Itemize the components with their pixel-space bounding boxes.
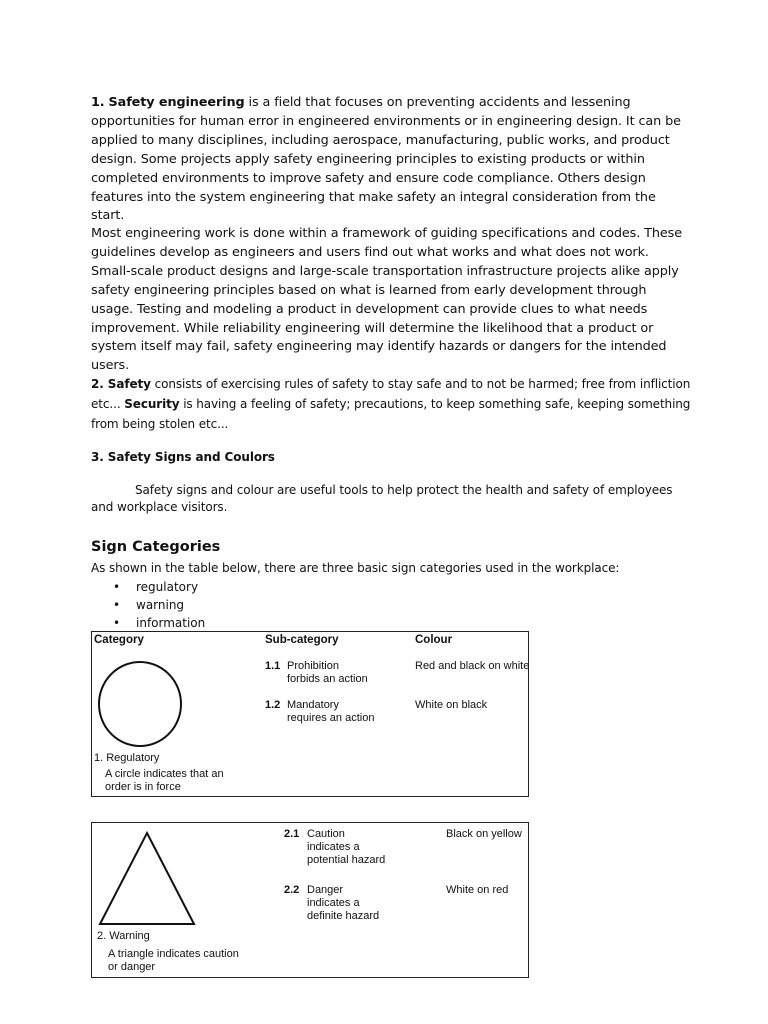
category-desc-1: A circle indicates that an (105, 768, 224, 780)
row-2-2-number: 2.2 (284, 884, 300, 896)
category-label: 1. Regulatory (94, 752, 160, 764)
row-1-1-name: Prohibition (287, 660, 339, 672)
row-2-2-colour: White on red (446, 884, 509, 896)
row-1-2-desc: requires an action (287, 712, 375, 724)
row-1-2-name: Mandatory (287, 699, 339, 711)
row-1-2-colour: White on black (415, 699, 488, 711)
paragraph-safety-security (91, 374, 691, 434)
category-desc-2: order is in force (105, 781, 181, 793)
triangle-icon (97, 829, 197, 927)
paragraph-engineering-framework: Most engineering work is done within a framework of guiding specifications and codes. These guidelines develop as engineers and users find out what works and what does not work. Small-scale product designs and large-scale transportation infrastructure projects alike apply safety engineering principles based on what is learned from early development through usage. Testing and modeling a product in development can provide clues to what needs improvement. While reliability engineering will determine the likelihood that a product or system itself may fail, safety engineering may identify hazards or dangers for the intended users. (91, 226, 683, 374)
para3-term1: 2. Safety (91, 377, 151, 391)
category-label: 2. Warning (97, 930, 150, 942)
para3-text2: is having a feeling of safety; precautions, to keep something safe, keeping something from being stolen etc... (91, 397, 691, 431)
paragraph-safety-engineering (91, 94, 691, 226)
para1-term: Safety engineering (108, 95, 245, 110)
para1-text: is a field that focuses on preventing accidents and lessening opportunities for human error in engineered environments or in engineering design. It can be applied to many disciplines, including aerospace, manufacturing, public works, and product design. Some projects apply safety engineering principles to existing products or within completed environments to improve safety and ensure code compliance. Others design features into the system engineering that make safety an integral consideration from the start. (91, 95, 681, 224)
row-2-2-desc-2: definite hazard (307, 910, 380, 922)
sign-categories-heading: Sign Categories (91, 539, 221, 555)
category-desc-2: or danger (108, 961, 156, 973)
circle-icon (96, 659, 186, 751)
para3-text1: consists of exercising rules of safety to stay safe and to not be harmed; free from infliction etc... (91, 377, 691, 411)
row-1-1-desc: forbids an action (287, 673, 368, 685)
row-2-2-desc-1: indicates a (307, 897, 360, 909)
section-3-text: Safety signs and colour are useful tools to help protect the health and safety of employees and workplace visitors. (91, 483, 673, 514)
para3-term2: Security (124, 397, 180, 411)
row-2-1-desc-1: indicates a (307, 841, 360, 853)
header-colour: Colour (415, 634, 453, 646)
header-subcategory: Sub-category (265, 634, 339, 646)
list-item: • information (91, 614, 205, 632)
row-2-1-desc-2: potential hazard (307, 854, 386, 866)
row-1-1-number: 1.1 (265, 660, 281, 672)
list-item: • regulatory (91, 578, 205, 596)
warning-table (91, 822, 529, 978)
row-1-2-number: 1.2 (265, 699, 281, 711)
header-category: Category (94, 634, 144, 646)
regulatory-table (91, 631, 529, 797)
para1-number: 1. (91, 95, 105, 110)
section-3-title: 3. Safety Signs and Coulors (91, 450, 275, 464)
row-1-1-colour: Red and black on white (415, 660, 530, 672)
row-2-1-number: 2.1 (284, 828, 300, 840)
row-2-2-name: Danger (307, 884, 344, 896)
sign-categories-intro: As shown in the table below, there are three basic sign categories used in the workplace: (91, 561, 620, 575)
row-2-1-colour: Black on yellow (446, 828, 522, 840)
category-desc-1: A triangle indicates caution (108, 948, 239, 960)
list-item: • warning (91, 596, 205, 614)
sign-categories-list (91, 578, 205, 632)
row-2-1-name: Caution (307, 828, 345, 840)
